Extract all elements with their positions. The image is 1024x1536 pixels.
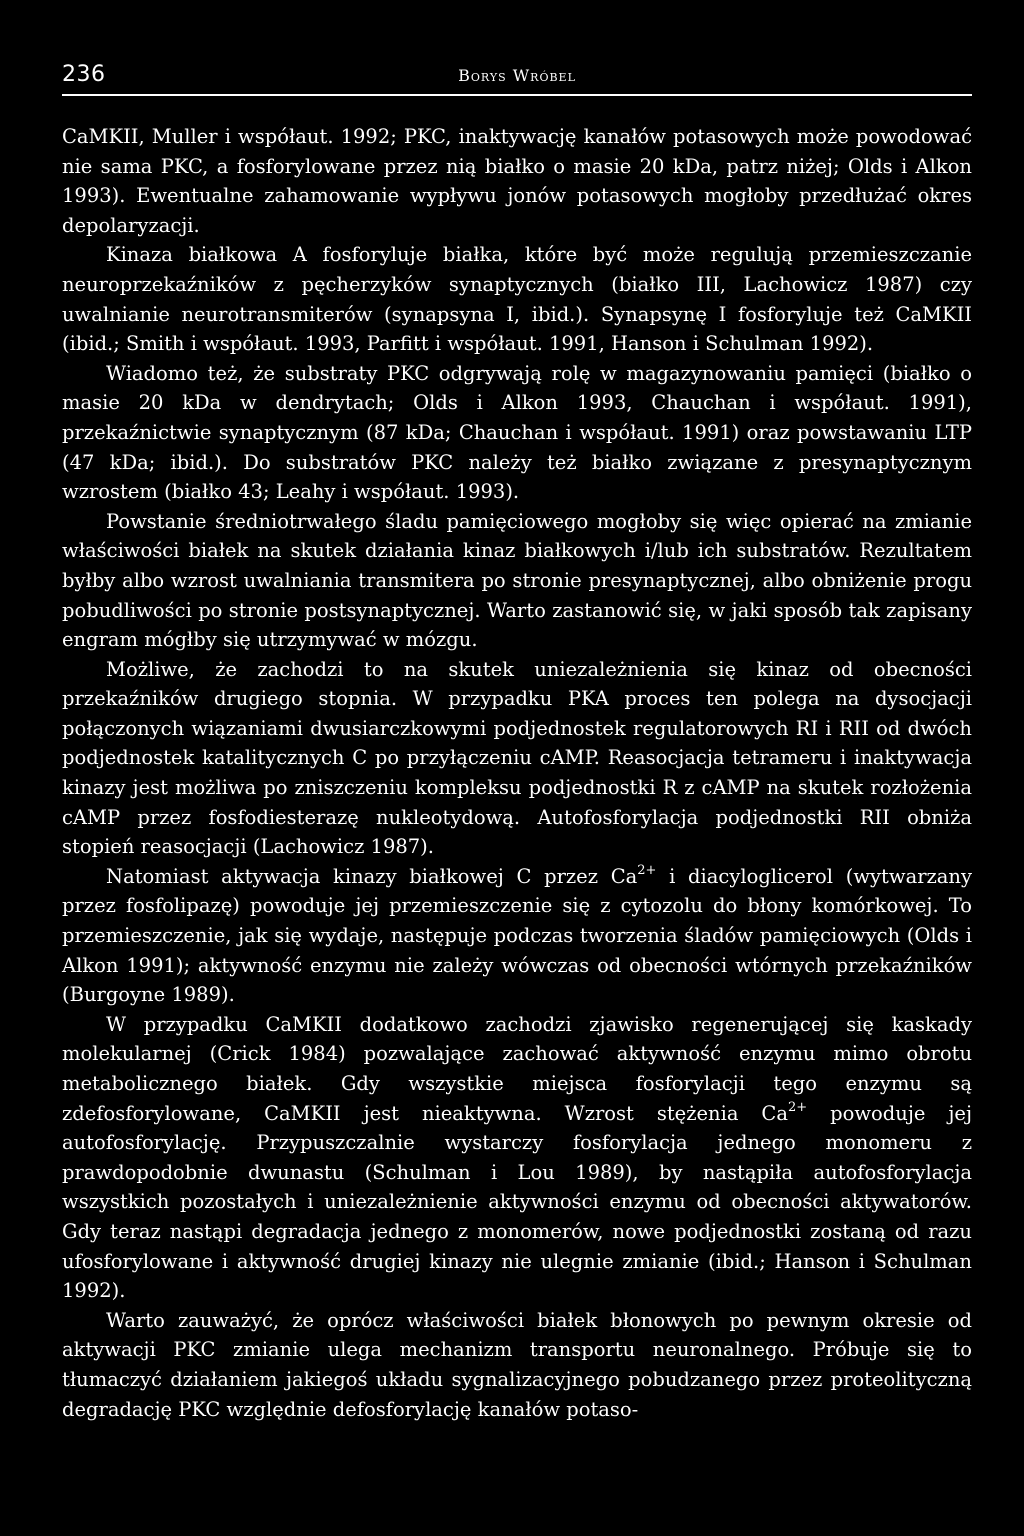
paragraph: Kinaza białkowa A fosforyluje białka, które być może regulują przemieszczanie neuroprzekaźników z pęcherzyków synaptycznych (białko III, Lachowicz 1987) czy uwalnianie neurotransmiterów (synapsyna I, ibid.). Synapsynę I fosforyluje też CaMKII (ibid.; Smith i współaut. 1993, Parfitt i współaut. 1991, Hanson i Schulman 1992). bbox=[62, 243, 972, 356]
paragraph: W przypadku CaMKII dodatkowo zachodzi zjawisko regenerującej się kaskady molekularnej (Crick 1984) pozwalające zachować aktywność enzymu mimo obrotu metabolicznego białek. Gdy wszystkie miejsca fosforylacji tego enzymu są zdefosforylowane, CaMKII jest nieaktywna. Wzrost stężenia $Ca^{2+}$ powoduje jej autofosforylację. Przypuszczalnie wystarczy fosforylacja jednego monomeru z prawdopodobnie dwunastu (Schulman i Lou 1989), by nastąpiła autofosforylacja wszystkich pozostałych i uniezależnienie aktywności enzymu od obecności aktywatorów. Gdy teraz nastąpi degradacja jednego z monomerów, nowe podjednostki zostaną od razu ufosforylowane i aktywność drugiej kinazy nie ulegnie zmianie (ibid.; Hanson i Schulman 1992). bbox=[62, 1012, 973, 1303]
paragraph: CaMKII, Muller i współaut. 1992; PKC, inaktywację kanałów potasowych może powodować nie sama PKC, a fosforylowane przez nią białko o masie 20 kDa, patrz niżej; Olds i Alkon 1993). Ewentualne zahamowanie wypływu jonów potasowych mogłoby przedłużać okres depolaryzacji. bbox=[62, 125, 972, 237]
page-header bbox=[62, 56, 972, 96]
running-head: Borys Wróbel bbox=[458, 66, 576, 85]
body-text bbox=[62, 122, 972, 1424]
paragraph: Natomiast aktywacja kinazy białkowej C przez $Ca^{2+}$ i diacyloglicerol (wytwarzany przez fosfolipazę) powoduje jej przemieszczenie się z cytozolu do błony komórkowej. To przemieszczenie, jak się wydaje, następuje podczas tworzenia śladów pamięciowych (Olds i Alkon 1991); aktywność enzymu nie zależy wówczas od obecności wtórnych przekaźników (Burgoyne 1989). bbox=[62, 862, 972, 1007]
paragraph: Wiadomo też, że substraty PKC odgrywają rolę w magazynowaniu pamięci (białko o masie 20 kDa w dendrytach; Olds i Alkon 1993, Chauchan i współaut. 1991), przekaźnictwie synaptycznym (87 kDa; Chauchan i współaut. 1991) oraz powstawaniu LTP (47 kDa; ibid.). Do substratów PKC należy też białko związane z presynaptycznym wzrostem (białko 43; Leahy i współaut. 1993). bbox=[62, 361, 972, 504]
page-number: 236 bbox=[62, 62, 106, 87]
paragraph: Powstanie średniotrwałego śladu pamięciowego mogłoby się więc opierać na zmianie właściwości białek na skutek działania kinaz białkowych i/lub ich substratów. Rezultatem byłby albo wzrost uwalniania transmitera po stronie presynaptycznej, albo obniżenie progu pobudliwości po stronie postsynaptycznej. Warto zastanowić się, w jaki sposób tak zapisany engram mógłby się utrzymywać w mózgu. bbox=[62, 509, 972, 652]
paragraph: Możliwe, że zachodzi to na skutek uniezależnienia się kinaz od obecności przekaźników drugiego stopnia. W przypadku PKA proces ten polega na dysocjacji połączonych wiązaniami dwusiarczkowymi podjednostek regulatorowych RI i RII od dwóch podjednostek katalitycznych C po przyłączeniu cAMP. Reasocjacja tetrameru i inaktywacja kinazy jest możliwa po zniszczeniu kompleksu podjednostki R z cAMP na skutek rozłożenia cAMP przez fosfodiesterazę nukleotydową. Autofosforylacja podjednostki RII obniża stopień reasocjacji (Lachowicz 1987). bbox=[62, 657, 972, 859]
paragraph: Warto zauważyć, że oprócz właściwości białek błonowych po pewnym okresie od aktywacji PKC zmianie ulega mechanizm transportu neuronalnego. Próbuje się to tłumaczyć działaniem jakiegoś układu sygnalizacyjnego pobudzanego przez proteolityczną degradację PKC względnie defosforylację kanałów potaso- bbox=[62, 1308, 972, 1421]
